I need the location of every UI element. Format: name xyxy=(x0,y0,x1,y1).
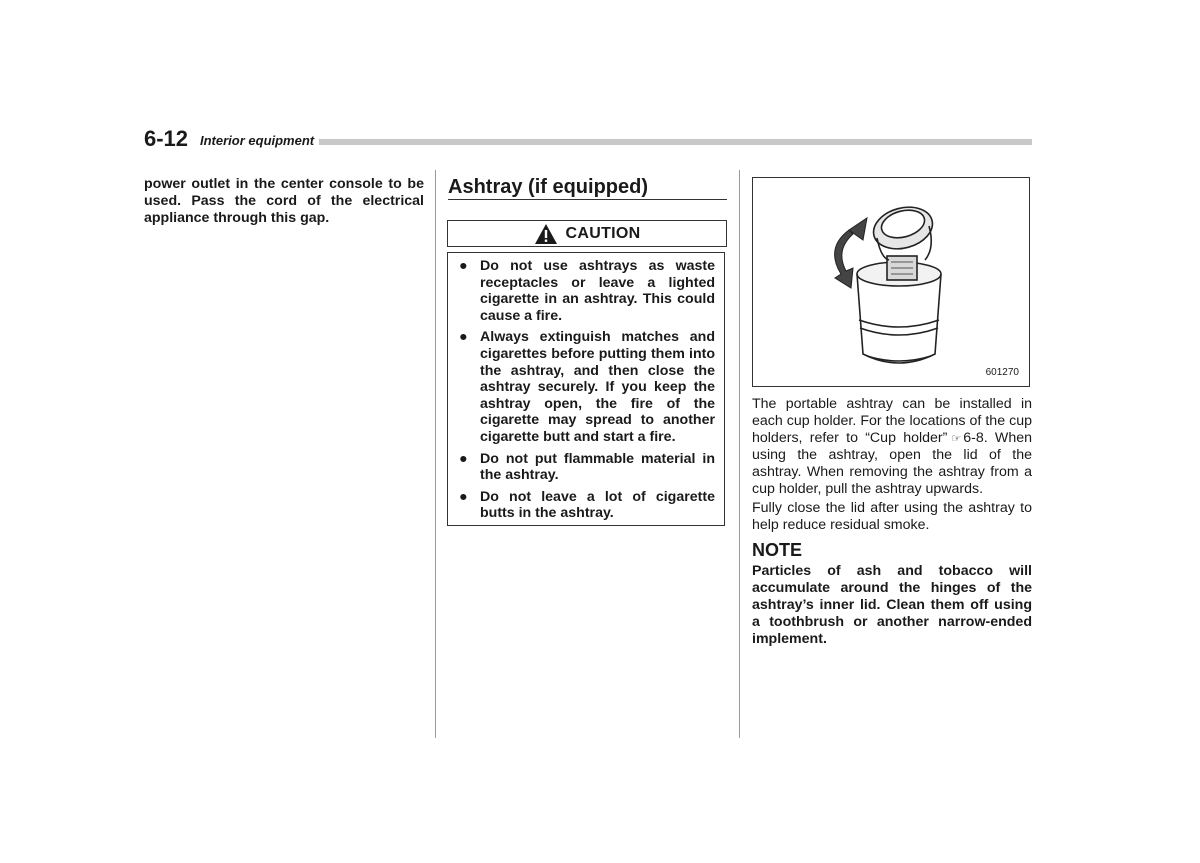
title-underline xyxy=(448,199,727,200)
note-text: Particles of ash and tobacco will accumulate around the hinges of the ashtray’s inner lid. Clean them off using a toothbrush or another narrow-ended implement. xyxy=(752,563,1032,647)
page-reference-icon: ☞ xyxy=(951,432,962,445)
caution-header xyxy=(447,220,727,247)
caution-item: ● Do not use ashtrays as waste receptacles or leave a lighted cigarette in an ashtray. This could cause a fire. xyxy=(459,258,715,324)
section-name: Interior equipment xyxy=(200,133,315,148)
page-number: 6-12 xyxy=(144,126,189,151)
warning-triangle-icon xyxy=(534,223,558,245)
ashtray-figure xyxy=(752,177,1030,387)
caution-label: CAUTION xyxy=(565,224,641,242)
caution-list xyxy=(448,253,724,522)
continued-text: power outlet in the center console to be used. Pass the cord of the electrical appliance through this gap. xyxy=(144,176,424,226)
description-text xyxy=(752,396,1032,535)
bullet-icon: ● xyxy=(459,258,468,274)
caution-item: ● Always extinguish matches and cigarettes before putting them into the ashtray, and then close the ashtray securely. If you keep the ashtray open, the fire of the cigarette may spread to another cigarette butt and start a fire. xyxy=(459,329,715,445)
caution-box xyxy=(447,252,725,526)
column-divider xyxy=(739,170,740,738)
description-paragraph: Fully close the lid after using the ashtray to help reduce residual smoke. xyxy=(752,499,1032,533)
section-title: Ashtray (if equipped) xyxy=(448,176,649,198)
note-title: NOTE xyxy=(752,540,803,560)
figure-code: 601270 xyxy=(985,367,1019,378)
description-paragraph: The portable ashtray can be installed in each cup holder. For the locations of the cup holders, refer to “Cup holder” ☞ 6-8. When using the ashtray, open the lid of the ashtray. When removing the ashtray from a cup holder, pull the ashtray upwards. xyxy=(752,396,1032,497)
bullet-icon: ● xyxy=(459,488,468,505)
caution-item: ● Do not put flammable material in the ashtray. xyxy=(459,450,715,484)
header-rule xyxy=(319,139,1032,145)
bullet-icon: ● xyxy=(459,450,468,467)
page-header xyxy=(144,124,1032,154)
bullet-icon: ● xyxy=(459,329,468,346)
caution-item: ● Do not leave a lot of cigarette butts in the ashtray. xyxy=(459,488,715,522)
column-divider xyxy=(435,170,436,738)
ashtray-body xyxy=(857,201,941,363)
portable-ashtray-illustration xyxy=(753,178,1028,385)
